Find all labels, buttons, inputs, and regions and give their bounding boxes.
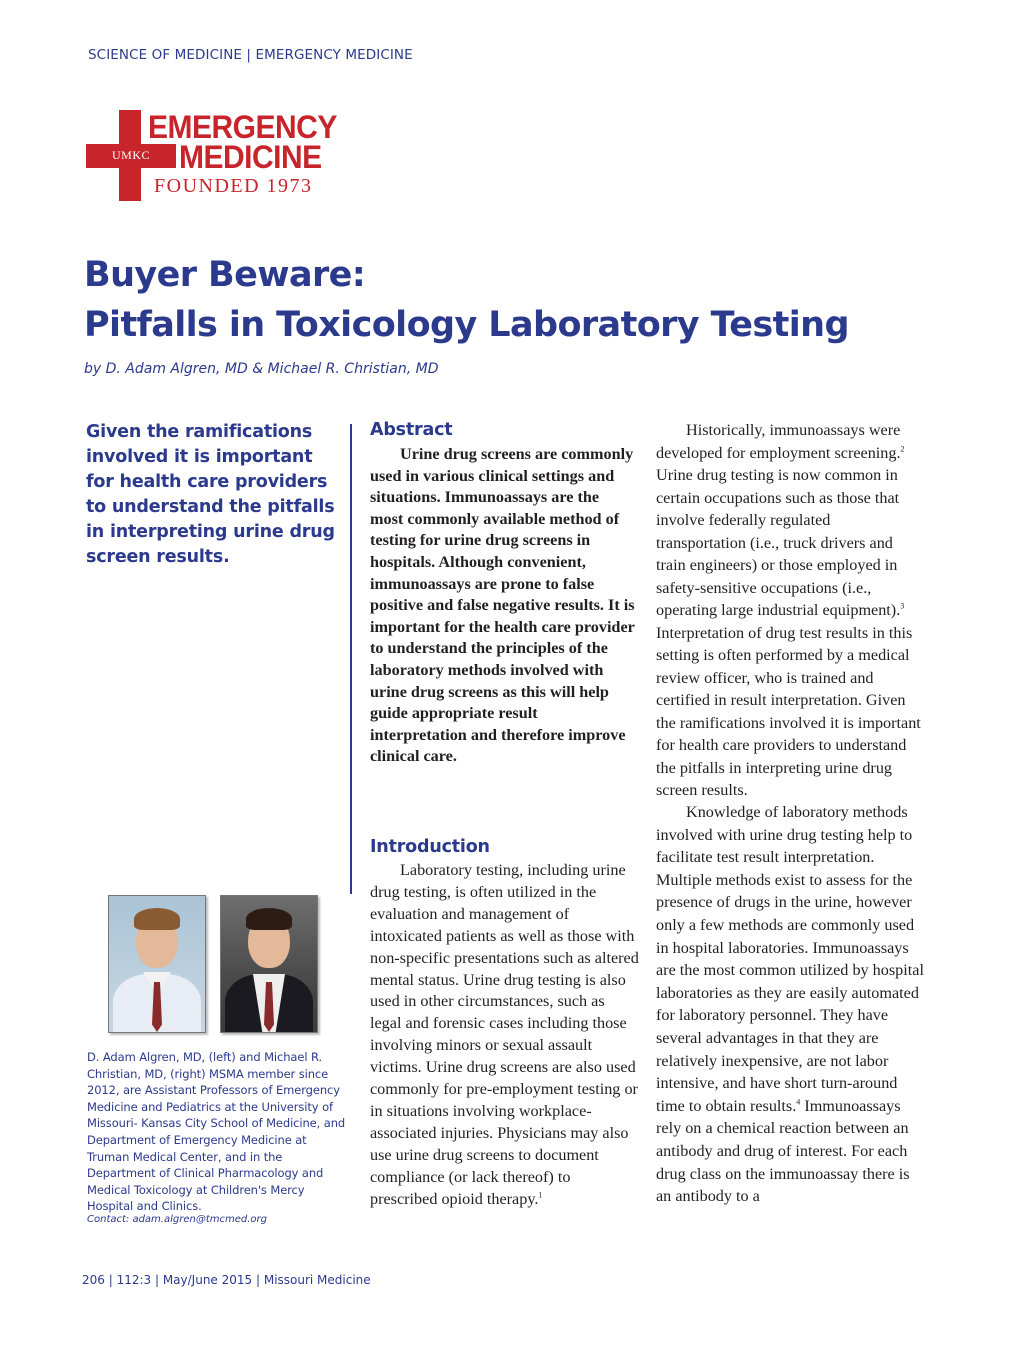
reference-marker: 3 <box>900 601 905 611</box>
introduction-heading: Introduction <box>370 837 490 857</box>
body-text: Immunoassays rely on a chemical reaction between an antibody and drug of interest. For each drug class on the immunoassay there is an antibody to a <box>656 1096 910 1206</box>
body-text: Knowledge of laboratory methods involved with urine drug testing help to facilitate test result interpretation. Multiple methods exist to assess for the presence of drugs in the urine, however only a few methods are commonly used in hospital laboratories. Immunoassays are the most common utilized by hospital laboratories as they are easily automated for laboratory personnel. They have several advantages in that they are relatively inexpensive, are not labor intensive, and have short turn-around time to obtain results. <box>656 803 924 1115</box>
body-text: Interpretation of drug test results in this setting is often performed by a medical review officer, who is trained and certified in result interpretation. Given the ramifications involved it is important for health care providers to understand the pitfalls in interpreting urine drug screen results. <box>656 623 921 799</box>
reference-marker: 4 <box>796 1097 801 1107</box>
body-paragraph-1 <box>656 419 924 802</box>
article-title-line-1: Buyer Beware: <box>84 255 366 295</box>
abstract-heading: Abstract <box>370 420 453 440</box>
photo-figure-hair <box>246 908 292 930</box>
body-text: Urine drug testing is now common in certain occupations such as those that involve federally regulated transportation (i.e., truck drivers and train engineers) or those employed in safety-sensitive occupations (i.e., operating large industrial equipment). <box>656 466 901 619</box>
reference-marker: 2 <box>900 444 905 454</box>
article-title <box>84 250 849 350</box>
column-divider <box>350 424 352 894</box>
pull-quote: Given the ramifications involved it is important for health care providers to understand the pitfalls in interpreting urine drug screen results. <box>86 422 335 567</box>
logo-line-1: EMERGENCY <box>148 110 337 146</box>
abstract-text: Urine drug screens are commonly used in various clinical settings and situations. Immunoassays are the most commonly available method of testing for urine drug screens in hospitals. Although convenient, immunoassays are prone to false positive and false negative results. It is important for the health care provider to understand the principles of the laboratory methods involved with urine drug screens as this will help guide appropriate result interpretation and therefore improve clinical care. <box>370 445 635 766</box>
umkc-emergency-medicine-logo <box>86 110 337 202</box>
body-paragraph-2 <box>656 801 924 1208</box>
reference-marker: 1 <box>538 1190 543 1200</box>
author-photo-left <box>108 895 206 1033</box>
body-text: Historically, immunoassays were developed for employment screening. <box>656 421 901 462</box>
author-photo-right <box>220 895 318 1033</box>
logo-abbr: UMKC <box>111 148 150 162</box>
byline: by D. Adam Algren, MD & Michael R. Christian, MD <box>84 361 439 377</box>
logo-line-2: MEDICINE <box>179 140 322 176</box>
article-title-line-2: Pitfalls in Toxicology Laboratory Testing <box>84 305 849 345</box>
page-footer: 206 | 112:3 | May/June 2015 | Missouri Medicine <box>82 1273 371 1287</box>
logo-line-3: FOUNDED 1973 <box>154 175 313 197</box>
photo-figure-hair <box>134 908 180 930</box>
author-caption: D. Adam Algren, MD, (left) and Michael R. Christian, MD, (right) MSMA member since 2012, are Assistant Professors of Emergency Medicine and Pediatrics at the University of Missouri- Kansas City School of Medicine, and Department of Emergency Medicine at Truman Medical Center, and in the Department of Clinical Pharmacology and Medical Toxicology at Children's Mercy Hospital and Clinics. <box>87 1050 346 1214</box>
introduction-text <box>370 860 640 1211</box>
author-contact: Contact: adam.algren@tmcmed.org <box>87 1214 267 1225</box>
introduction-body: Laboratory testing, including urine drug testing, is often utilized in the evaluation and management of intoxicated patients as well as those with non-specific presentations such as altered mental status. Urine drug testing is also used in other circumstances, such as legal and forensic cases including those involving minors or sexual assault victims. Urine drug screens are also used commonly for pre-employment testing or in situations involving workplace-associated injuries. Physicians may also use urine drug screens to document compliance (or lack thereof) to prescribed opioid therapy. <box>370 861 639 1208</box>
section-header: SCIENCE OF MEDICINE | EMERGENCY MEDICINE <box>88 47 413 63</box>
